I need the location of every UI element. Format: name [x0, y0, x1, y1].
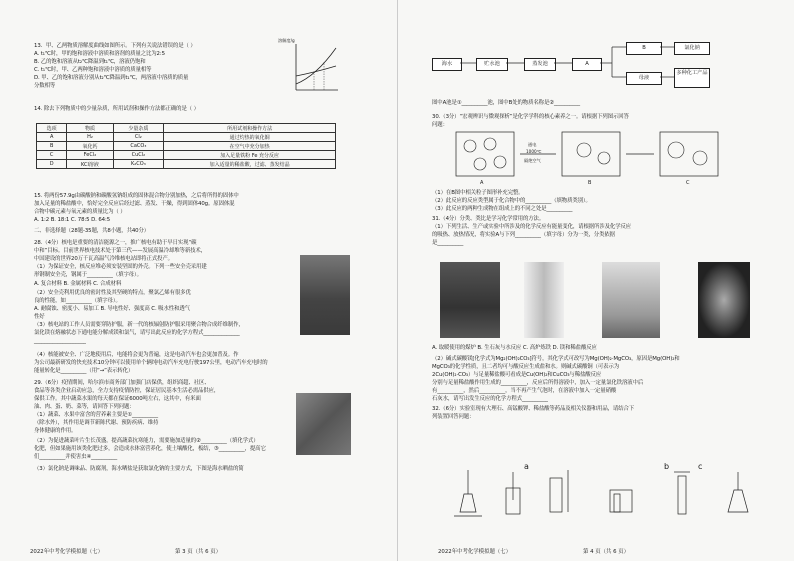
text-line: 加入足量的稀盐酸中，恰好完全反应后经过滤、蒸发、干燥，得到固体40g。原固体混: [34, 201, 235, 207]
table-cell: CaCO₃: [113, 142, 164, 151]
text-line: 氯化镁在熔融状态下通电能分解成镁和氯气，请写出此反应的化学方程式______________: [34, 330, 240, 336]
text-line: A. 耐腐蚀、密度小、易加工 B. 导电性好、强度高 C. 吸水性和透气: [34, 306, 190, 312]
text-line: A. 取暖使用的煤炉 B. 生石灰与水反应 C. 高炉炼铁 D. 镁和稀盐酸反应: [432, 345, 597, 351]
text-line: 食品等各类企业启动应急，全力支持疫情防控，保证居民基本生活必需品供应，: [34, 388, 220, 394]
text-line: 的吸热、放热情况，将实验A与下列__________（填字母）分为一类，分类依据: [432, 232, 615, 238]
table-header-cell: 少量杂质: [113, 124, 164, 133]
graph-y-label: 溶解度/g: [278, 38, 295, 43]
text-line: 形钢制安全壳，钢属于__________（填字母）。: [34, 272, 142, 278]
table-cell: 在空气中充分加热: [164, 142, 336, 151]
text-line: （1）蔬菜、水果中富含的营养素主要是①__________: [34, 412, 158, 418]
option-table: [36, 123, 336, 169]
text-line: 14. 除去下列物质中的少量杂质，所用试剂和操作方法都正确的是（ ）: [34, 106, 199, 112]
table-cell: 加入足量铁粉 Fe 充分反应: [164, 151, 336, 160]
text-line: 化肥，但如果施用该类化肥过多，会造成水体富营养化，使土壤酸化，板结，③__________，提高它: [34, 446, 266, 452]
text-line: 15. 将两份57.9g由碳酸钠和碳酸氢钠组成的固体混合物分别加热，之后将所得的固体中: [34, 193, 239, 199]
text-line: 32.（6分）实验室现有大理石、高锰酸钾、稀盐酸等药品及相关仪器和用品，请结合下: [432, 406, 635, 412]
text-line: D. 甲、乙的饱和溶液分别从t₂℃降温到t₁℃，两溶液中溶质的质量: [34, 75, 189, 81]
text-line: 石灰水，请写出发生反应的化学方程式__________: [432, 396, 548, 402]
table-cell: KCl溶液: [67, 160, 113, 169]
right-footer-page: 第 4 页（共 6 页）: [583, 549, 630, 555]
text-line: 有__________，然后__________，当不再产生气泡时，在溶液中加入一定量硝酸: [432, 388, 617, 394]
text-line: （3）此反应的两种生成物在组成上的不同之处是__________: [432, 206, 573, 212]
left-footer-page: 第 3 页（共 6 页）: [175, 549, 222, 555]
text-line: （1）在B图中相关粒子图形补充完整。: [432, 190, 524, 196]
right-footer-title: 2022年中考化学模拟题（七）: [438, 549, 512, 555]
text-line: MgCO₃的化学性质，且二者均可与酸反应生成盐和水。则碱式碳酸铜（可表示为: [432, 364, 620, 370]
table-header-cell: 物质: [67, 124, 113, 133]
text-line: 31.（4分）分类、类比是学习化学常用的方法。: [432, 216, 545, 222]
right-page: [397, 0, 794, 561]
text-line: 保供工作。其中蔬菜水果的每天都在保证6000吨左右，这其中，有米面: [34, 396, 201, 402]
apparatus-letter-b: b: [664, 462, 670, 471]
text-line: 能量转化是__________（用“→”表示转化）: [34, 368, 134, 374]
text-line: 二、非选择题（28题-35题，共8小题，共40分）: [34, 228, 150, 234]
flask-photo: [602, 262, 660, 338]
apparatus-letter-c: c: [698, 462, 703, 471]
table-cell: K₂CO₃: [113, 160, 164, 169]
table-cell: H₂: [67, 133, 113, 142]
text-line: （2）为促进蔬菜叶片生长茂盛，提高蔬菜抗寒能力，需要施加适量的②__________（填化学式）: [34, 438, 259, 444]
magnesium-photo: [698, 262, 750, 338]
flow-box-mother-liquor: 母液: [626, 72, 662, 85]
text-line: 13．甲、乙两物质溶解度曲线如图所示。下列有关说法错误的是（ ）: [34, 43, 196, 49]
text-line: 为公司最新研发的快充技术10分钟可以使用单个辆纯电动汽车充电行驶197公里，电动汽车充电时的: [34, 360, 268, 366]
flow-box-reservoir: 贮水池: [476, 58, 508, 71]
nuclear-plant-photo: [300, 255, 350, 335]
text-line: 28.（4分）核电是重要的清洁能源之一，推广核电有助于早日实现“碳: [34, 240, 197, 246]
table-row: [37, 151, 336, 160]
test-tube-photo: [524, 262, 564, 338]
flow-box-evaporation: 蒸发池: [524, 58, 556, 71]
text-line: 油、肉、蛋、奶、菜等，请回答下列问题：: [34, 404, 135, 410]
text-line: （2）碱式碳酸镁[化学式为Mg₂(OH)₂CO₃]符号，其化学式可改写为Mg(OH)₂·MgCO₃，原因是Mg(OH)₂和: [432, 356, 680, 362]
flow-box-chem-products: 多种化工产品: [674, 68, 710, 88]
stove-photo: [440, 262, 500, 338]
table-row: [37, 133, 336, 142]
table-cell: B: [37, 142, 67, 151]
solubility-graph: [290, 40, 340, 98]
text-line: 分别与足量稀盐酸作用生成的__________，反应后所得溶液中，加入一定量氯化铁溶液中后: [432, 380, 644, 386]
table-cell: A: [37, 133, 67, 142]
flow-box-seawater: 海水: [432, 58, 462, 71]
particle-label-electrolysis: 通电: [528, 142, 537, 147]
table-cell: Cl₂: [113, 133, 164, 142]
particle-cap-a: A: [480, 180, 484, 186]
text-line: （3）核电站的工作人员需要穿防护服，新一代的核辐射防护服采用聚合物合成纤维制作，: [34, 322, 244, 328]
table-cell: 加入适量的稀盐酸，过滤、蒸发结晶: [164, 160, 336, 169]
text-line: B. 乙的饱和溶液从t₂℃降温到t₁℃，溶液仍饱和: [34, 59, 146, 65]
lab-apparatus: [450, 460, 760, 520]
text-line: A. 1:2 B. 18:1 C. 78:5 D. 64:5: [34, 217, 111, 223]
particle-label-temperature: 1000℃: [526, 149, 542, 154]
table-header-cell: 所用试剂和操作方法: [164, 124, 336, 133]
text-line: A. t₁℃时，甲的饱和溶液中溶质和溶剂的质量之比为2:5: [34, 51, 165, 57]
text-line: （1）为保证安全，核反应堆必须安装坚固的外壳。下列一些安全壳采用建: [34, 264, 207, 270]
text-line: 中国建设的世界20万千瓦高温气冷堆核电站即将正式投产。: [34, 256, 173, 262]
text-line: C. t₁℃时，甲、乙两种饱和溶液中溶质的质量相等: [34, 67, 152, 73]
table-row: [37, 142, 336, 151]
flow-box-b: B: [626, 42, 662, 55]
text-line: ____________________: [34, 338, 86, 344]
text-line: 图中A池是①__________池，图中B处的物质名称是②__________: [432, 100, 580, 106]
text-line: 是__________: [432, 240, 464, 246]
text-line: 列装置回答问题：: [432, 414, 475, 420]
particle-diagram: [454, 128, 724, 184]
table-cell: C: [37, 151, 67, 160]
apparatus-letter-a: a: [524, 462, 529, 471]
particle-cap-c: C: [686, 180, 690, 186]
vegetable-market-photo: [296, 393, 351, 455]
text-line: 分数相等: [34, 83, 56, 89]
text-line: 们__________并使害虫④__________: [34, 454, 118, 460]
table-row: [37, 160, 336, 169]
table-cell: D: [37, 160, 67, 169]
particle-cap-b: B: [588, 180, 592, 186]
text-line: 29.（6分）疫情期间，哈尔滨市商务部门加强门店保供，组织商超、社区、: [34, 380, 210, 386]
flow-box-a: A: [572, 58, 602, 71]
left-footer-title: 2022年中考化学模拟题（七）: [30, 549, 104, 555]
text-line: 30.（3分）“宏观辨识与微观探析”是化学学科的核心素养之一。请根据下列图示回答: [432, 114, 629, 120]
table-cell: CuCl₂: [113, 151, 164, 160]
text-line: （4）核能被安全、广泛地使用后，电能将会更为普遍，这是电动汽车也会更加普及。作: [34, 352, 239, 358]
text-line: 身体健康的作用。: [34, 428, 77, 434]
text-line: （除水外），其作用是调节新陈代谢、预防疾病、维持: [34, 420, 159, 426]
table-cell: 通过灼热的氧化铜: [164, 133, 336, 142]
text-line: 中和”目标。目前世界核电技术处于第三代——发展高温冷却堆等新技术，: [34, 248, 206, 254]
text-line: 问题：: [432, 122, 448, 128]
table-header-cell: 选项: [37, 124, 67, 133]
text-line: 合物中碳元素与氧元素的质量比为（ ）: [34, 209, 126, 215]
table-cell: 氧化钙: [67, 142, 113, 151]
text-line: 良的性能，如__________（填字母）。: [34, 298, 121, 304]
flow-box-nacl: 氯化钠: [674, 42, 710, 55]
text-line: A. 复合材料 B. 金属材料 C. 合成材料: [34, 281, 122, 287]
text-line: 性好: [34, 314, 45, 320]
text-line: （2）安全壳利用优良的密封性及其坚硬的特点，聚氯乙烯有很多优: [34, 290, 191, 296]
text-line: （3）氯化钠是调味品、防腐剂，海水晒盐是获取氯化钠的主要方式，下图是海水晒盐的简: [34, 466, 244, 472]
text-line: 2Cu(OH)₂·CO₃）与足量稀盐酸可看成是Cu(OH)₂和CuCO₃与稀盐酸反应: [432, 372, 602, 378]
text-line: （2）此反应的反应类型属于化合物中的__________（填物质类别）。: [432, 198, 591, 204]
particle-label-isolation: 隔绝空气: [524, 158, 541, 163]
flow-arrows: [398, 0, 794, 100]
text-line: （1）下列生活、生产或实验中所涉及的化学反应有能量变化，请根据所涉及化学反应: [432, 224, 632, 230]
table-cell: FeCl₂: [67, 151, 113, 160]
